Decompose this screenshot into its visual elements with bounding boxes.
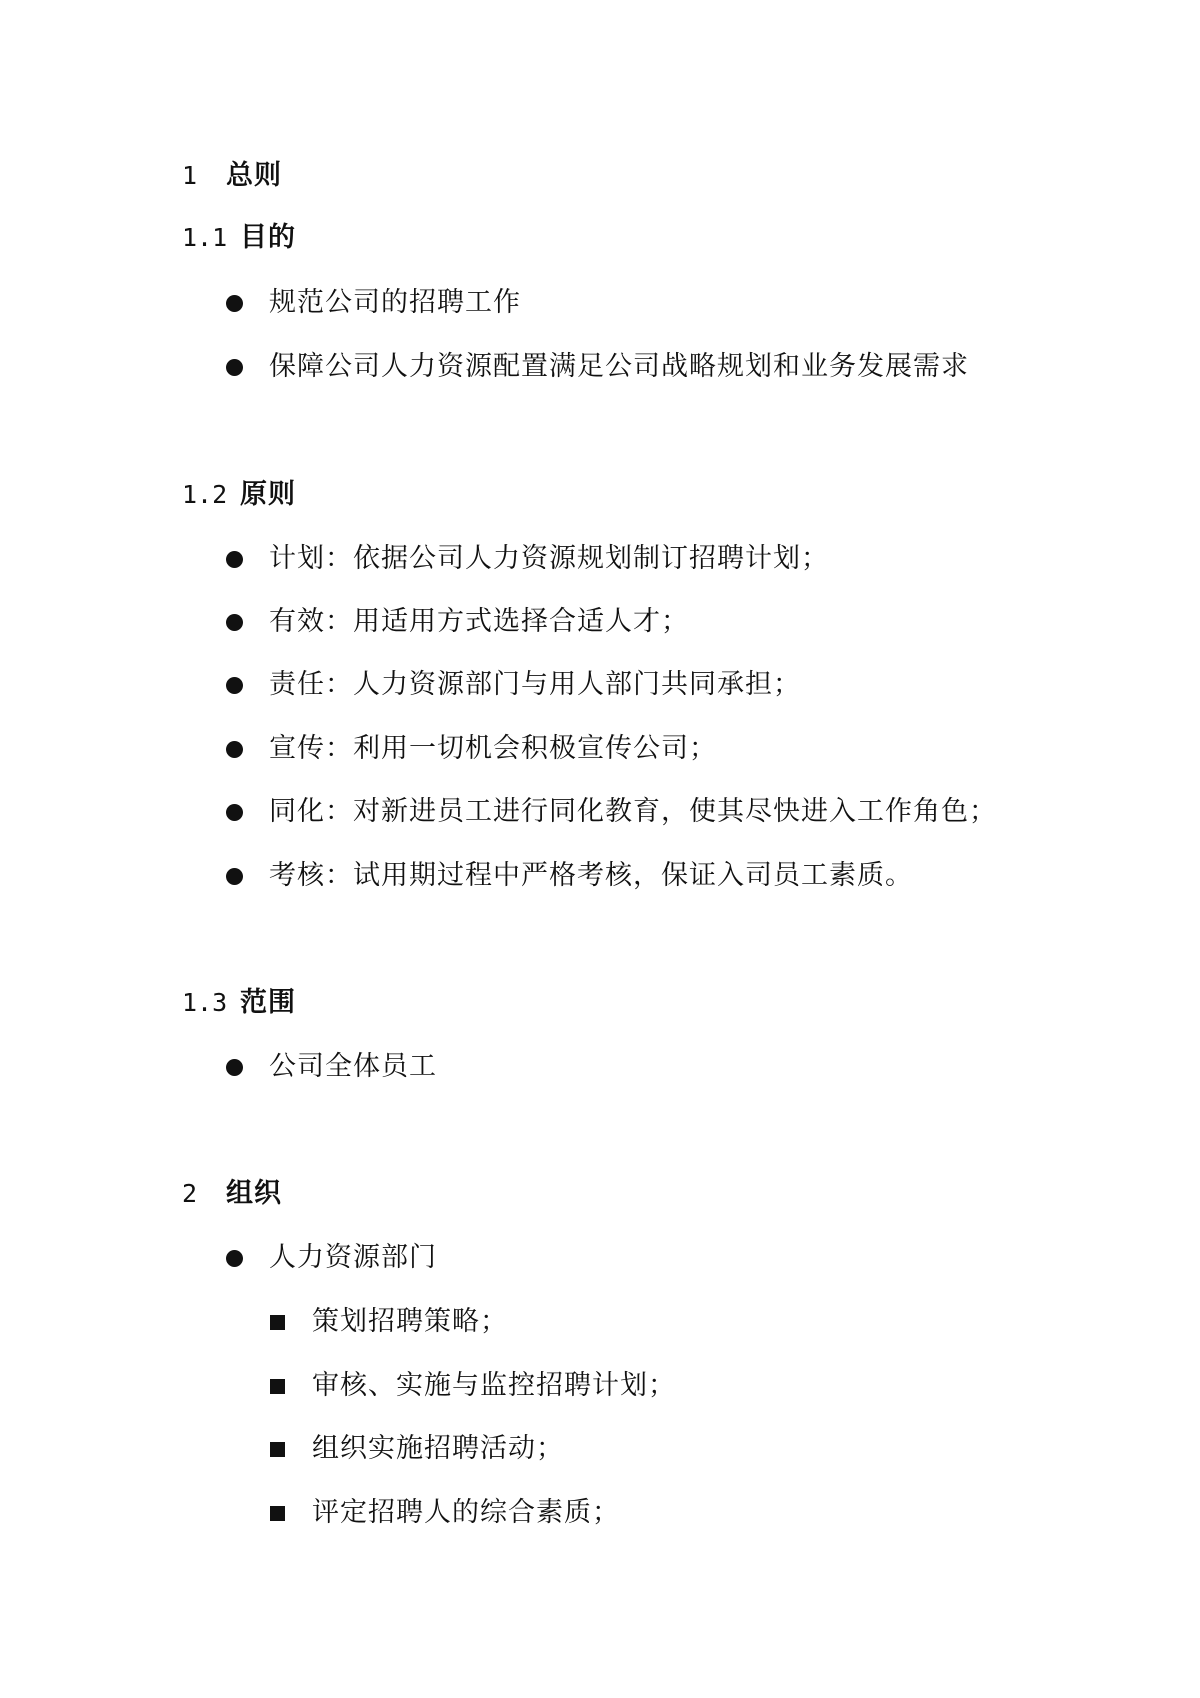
bullet-dot-icon [226,804,243,821]
bullet-dot-icon [226,295,243,312]
principle-item-text: 计划：依据公司人力资源规划制订招聘计划； [269,543,829,574]
principle-item [226,859,913,893]
purpose-item [226,286,521,320]
bullet-dot-icon [226,614,243,631]
org-department-item [226,1241,437,1275]
scope-item-text: 公司全体员工 [269,1051,437,1082]
section-title: 范围 [240,987,296,1018]
principle-item-text: 考核：试用期过程中严格考核，保证入司员工素质。 [269,860,913,891]
org-duty-text: 组织实施招聘活动； [312,1433,564,1464]
section-title: 组织 [226,1178,282,1209]
section-number: 1.1 [182,223,228,252]
purpose-item-text: 保障公司人力资源配置满足公司战略规划和业务发展需求 [269,351,969,382]
section-heading-1-3 [182,986,296,1020]
bullet-square-icon [270,1379,285,1394]
org-duty-text: 策划招聘策略； [312,1306,508,1337]
section-title: 总则 [226,160,282,191]
bullet-square-icon [270,1442,285,1457]
bullet-square-icon [270,1506,285,1521]
bullet-dot-icon [226,551,243,568]
org-duty-item [270,1432,564,1466]
org-duty-item [270,1369,676,1403]
principle-item [226,668,801,702]
section-heading-2 [182,1177,282,1211]
section-title: 原则 [240,479,296,510]
section-number: 1 [182,161,198,190]
principle-item [226,795,997,829]
bullet-dot-icon [226,677,243,694]
principle-item [226,542,829,576]
org-duty-text: 审核、实施与监控招聘计划； [312,1370,676,1401]
principle-item [226,605,689,639]
bullet-dot-icon [226,741,243,758]
principle-item-text: 宣传：利用一切机会积极宣传公司； [269,733,717,764]
section-heading-1-1 [182,221,296,255]
bullet-dot-icon [226,1250,243,1267]
section-number: 1.2 [182,480,228,509]
principle-item-text: 责任：人力资源部门与用人部门共同承担； [269,669,801,700]
org-duty-text: 评定招聘人的综合素质； [312,1497,620,1528]
purpose-item-text: 规范公司的招聘工作 [269,287,521,318]
section-number: 2 [182,1179,198,1208]
org-department-text: 人力资源部门 [269,1242,437,1273]
bullet-dot-icon [226,359,243,376]
section-number: 1.3 [182,988,228,1017]
principle-item-text: 同化：对新进员工进行同化教育，使其尽快进入工作角色； [269,796,997,827]
purpose-item [226,350,969,384]
bullet-square-icon [270,1315,285,1330]
section-heading-1 [182,159,282,193]
org-duty-item [270,1305,508,1339]
section-title: 目的 [240,222,296,253]
section-heading-1-2 [182,478,296,512]
principle-item [226,732,717,766]
org-duty-item [270,1496,620,1530]
bullet-dot-icon [226,1059,243,1076]
principle-item-text: 有效：用适用方式选择合适人才； [269,606,689,637]
bullet-dot-icon [226,868,243,885]
scope-item [226,1050,437,1084]
